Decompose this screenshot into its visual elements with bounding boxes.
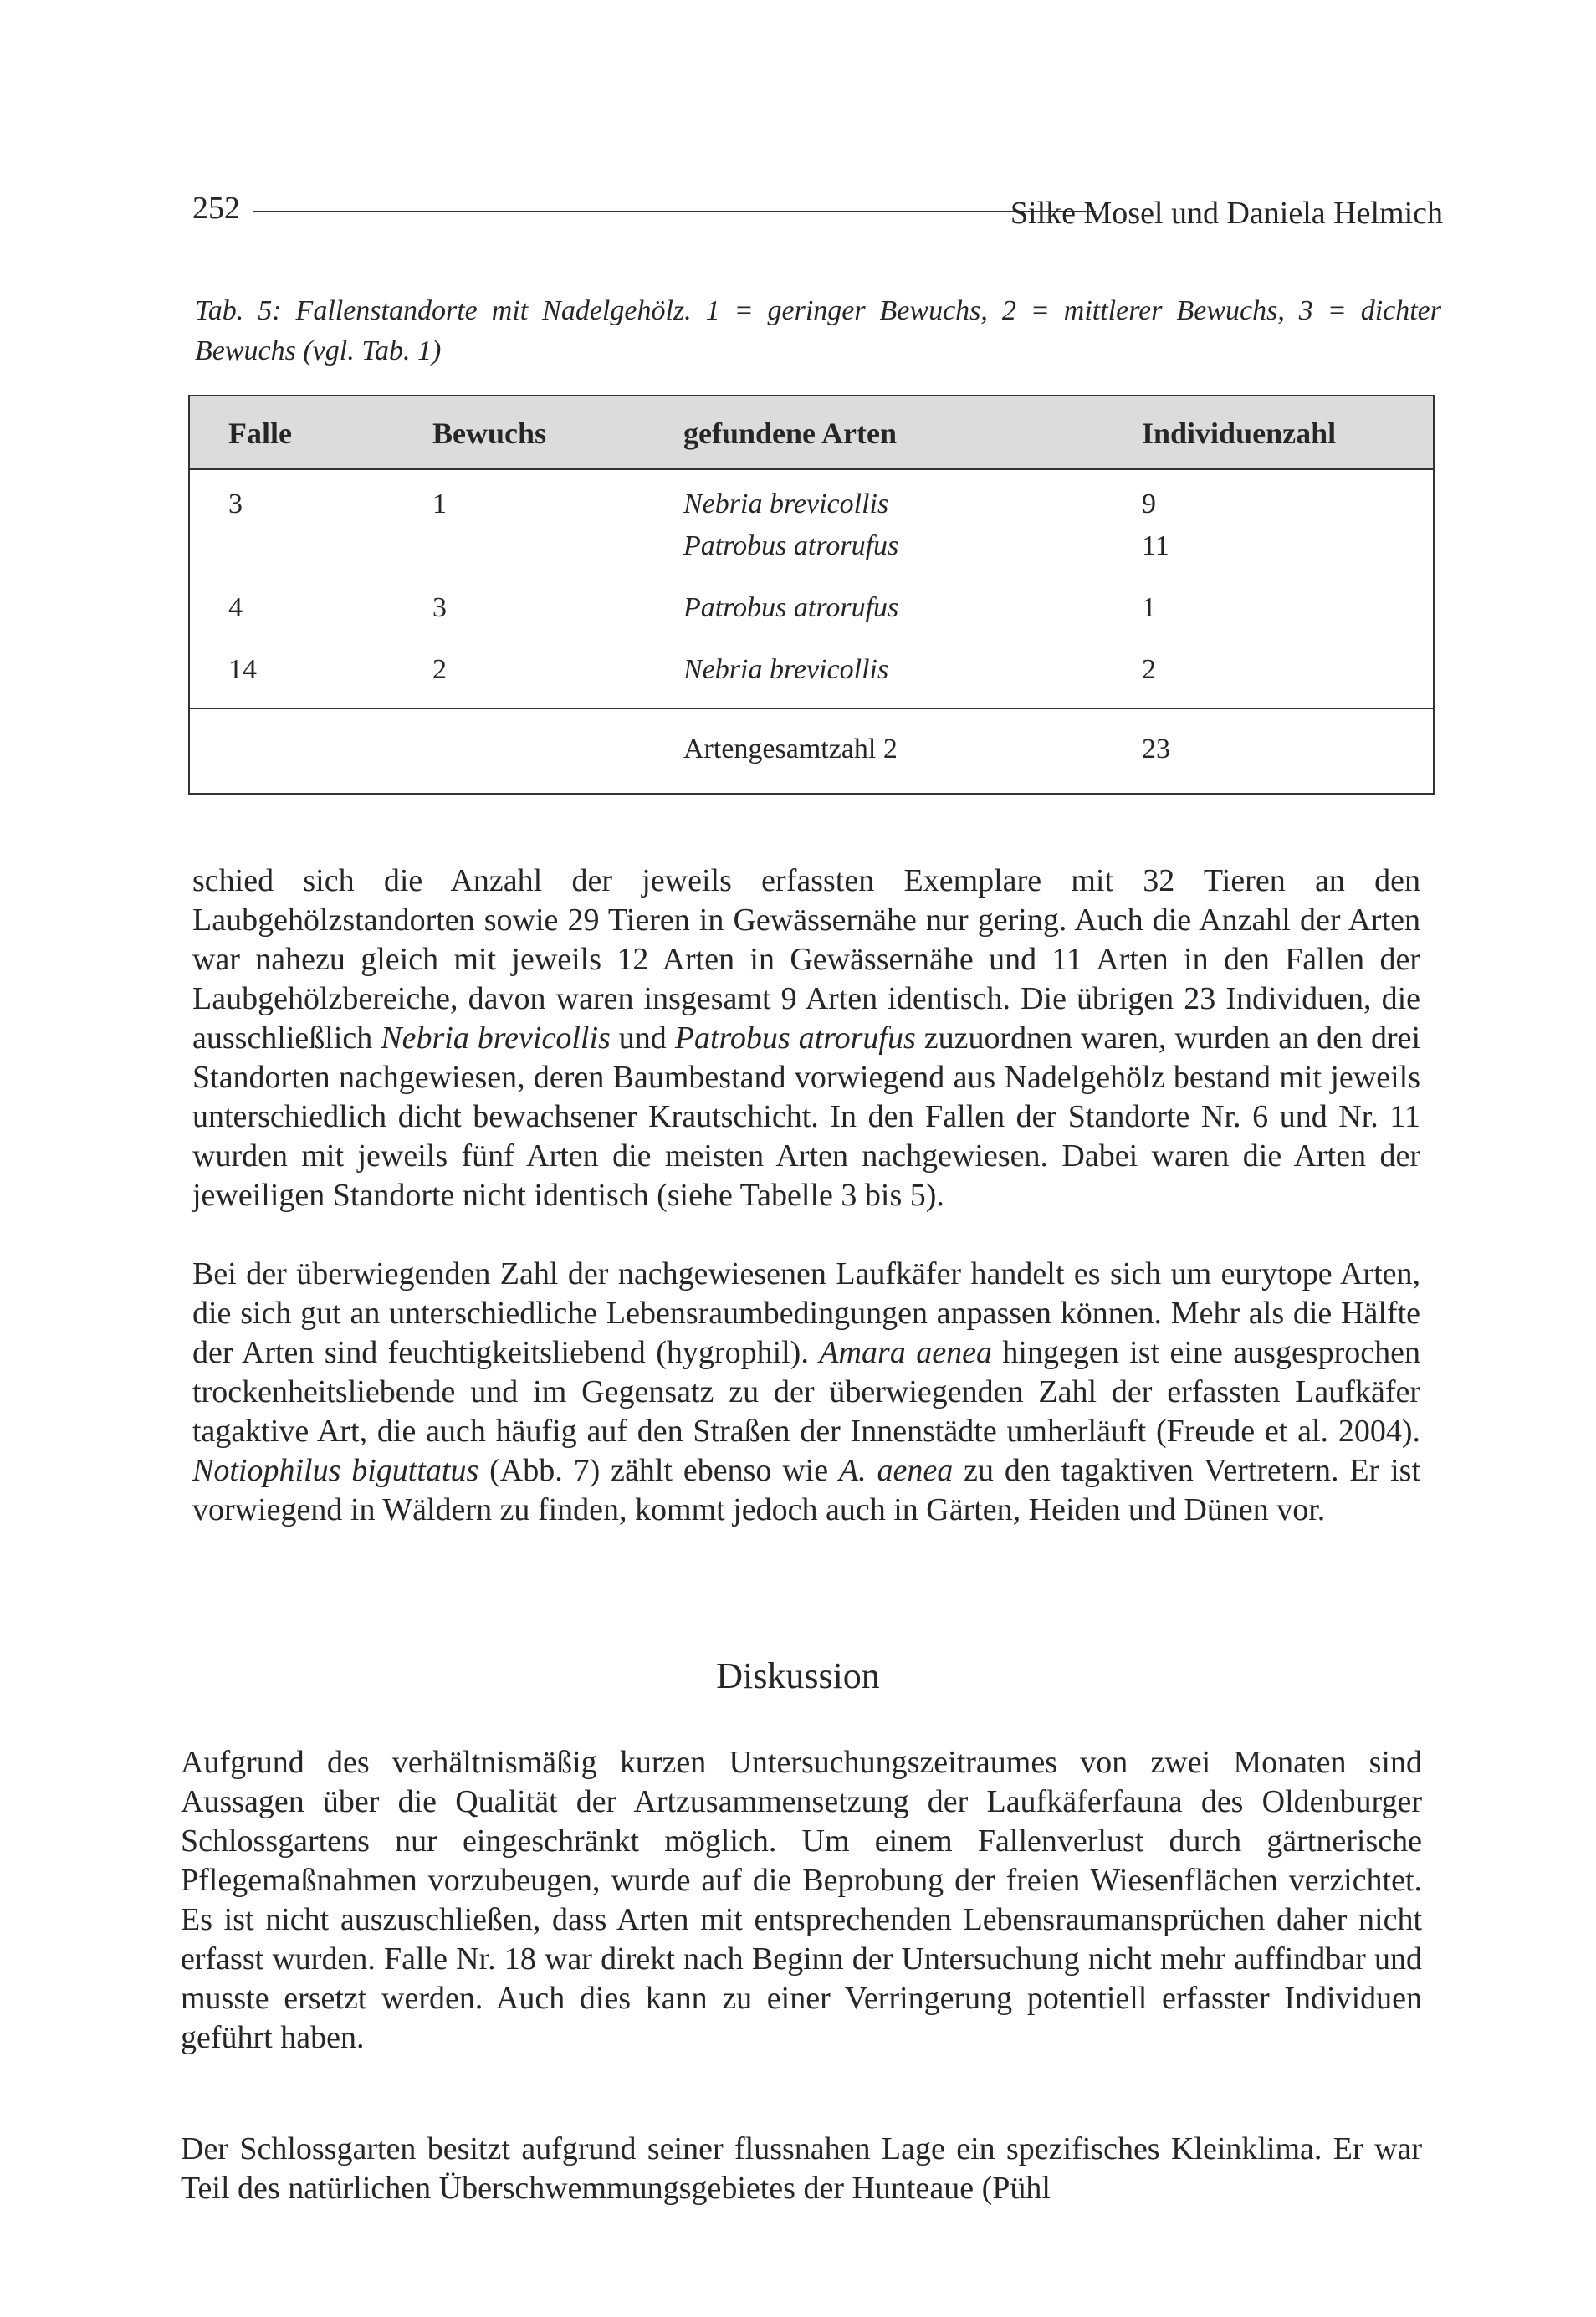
- cell-art: Patrobus atrorufus: [683, 530, 899, 561]
- column-header-individuenzahl: Individuenzahl: [1142, 417, 1337, 450]
- text-run: hingegen ist eine ausgesprochen trockenheitsliebende und im Gegensatz zu der überwiegenden Zahl der erfassten Laufkäfer tagaktive Art, die auch häufig auf den Straßen der Innenstädte umherläuft (Freude et al. 2004).: [192, 1335, 1420, 1449]
- table-caption: Tab. 5: Fallenstandorte mit Nadelgehölz. 1 = geringer Bewuchs, 2 = mittlerer Bewuchs, 3 = dichter Bewuchs (vgl. Tab. 1): [195, 295, 1441, 366]
- table-row: [190, 587, 1433, 629]
- species-name: Patrobus atrorufus: [674, 1020, 916, 1056]
- total-label: Artengesamtzahl 2: [683, 734, 898, 765]
- page-number: 252: [192, 191, 240, 226]
- table-total-divider: [190, 708, 1433, 709]
- text-run: zuzuordnen waren, wurden an den drei Standorten nachgewiesen, deren Baumbestand vorwiegend aus Nadelgehölz bestand mit jeweils unterschiedlich dicht bewachsener Krautschicht. In den Fallen der Standorte Nr. 6 und Nr. 11 wurden mit jeweils fünf Arten die meisten Arten nachgewiesen. Dabei waren die Arten der jeweiligen Standorte nicht identisch (siehe Tabelle 3 bis 5).: [192, 1020, 1421, 1213]
- table-header-row: [190, 396, 1433, 470]
- text-run: und: [610, 1020, 675, 1056]
- cell-bewuchs: 1: [432, 488, 447, 519]
- body-paragraph-2: [192, 1255, 1420, 1530]
- text-run: Bei der überwiegenden Zahl der nachgewiesenen Laufkäfer handelt es sich um eurytope Arten, die sich gut an unterschiedliche Lebensraumbedingungen anpassen können. Mehr als die Hälfte der Arten sind feuchtigkeitsliebend (hygrophil).: [192, 1256, 1420, 1370]
- species-name: Notiophilus biguttatus: [192, 1453, 479, 1488]
- data-table: [188, 395, 1435, 795]
- table-row: [190, 483, 1433, 525]
- cell-individuen: 2: [1142, 654, 1156, 685]
- species-name: A. aenea: [838, 1453, 954, 1488]
- cell-falle: 3: [228, 488, 243, 519]
- cell-art: Patrobus atrorufus: [683, 592, 899, 623]
- table-row: [190, 525, 1433, 567]
- header-rule: [253, 211, 1096, 212]
- table-total-row: [190, 724, 1433, 775]
- body-paragraph-3: Aufgrund des verhältnismäßig kurzen Untersuchungszeitraumes von zwei Monaten sind Aussagen über die Qualität der Artzusammensetzung der Laufkäferfauna des Oldenburger Schlossgartens nur eingeschränkt möglich. Um einem Fallenverlust durch gärtnerische Pflegemaßnahmen vorzubeugen, wurde auf die Beprobung der freien Wiesenflächen verzichtet. Es ist nicht auszuschließen, dass Arten mit entsprechenden Lebensraumansprüchen daher nicht erfasst wurden. Falle Nr. 18 war direkt nach Beginn der Untersuchung nicht mehr auffindbar und musste ersetzt werden. Auch dies kann zu einer Verringerung potentiell erfasster Individuen geführt haben.: [181, 1745, 1422, 2055]
- cell-art: Nebria brevicollis: [683, 488, 889, 519]
- running-header: [192, 189, 1443, 239]
- cell-individuen: 11: [1142, 530, 1169, 561]
- body-paragraph-1: [192, 862, 1420, 1215]
- species-name: Nebria brevicollis: [381, 1020, 611, 1056]
- cell-falle: 4: [228, 592, 243, 623]
- cell-art: Nebria brevicollis: [683, 654, 889, 685]
- cell-falle: 14: [228, 654, 257, 685]
- text-run: zu den tagaktiven Vertretern. Er ist vorwiegend in Wäldern zu finden, kommt jedoch auch in Gärten, Heiden und Dünen vor.: [192, 1453, 1421, 1527]
- column-header-arten: gefundene Arten: [683, 417, 897, 450]
- cell-individuen: 9: [1142, 488, 1156, 519]
- text-run: (Abb. 7) zählt ebenso wie: [478, 1453, 839, 1488]
- total-value: 23: [1142, 734, 1170, 765]
- body-paragraph-4: Der Schlossgarten besitzt aufgrund seiner flussnahen Lage ein spezifisches Kleinklima. Er war Teil des natürlichen Überschwemmungsgebietes der Hunteaue (Pühl: [181, 2131, 1422, 2206]
- table-row: [190, 649, 1433, 691]
- column-header-falle: Falle: [228, 417, 292, 450]
- section-heading: Diskussion: [716, 1655, 880, 1696]
- cell-bewuchs: 3: [432, 592, 447, 623]
- text-run: schied sich die Anzahl der jeweils erfassten Exemplare mit 32 Tieren an den Laubgehölzstandorten sowie 29 Tieren in Gewässernähe nur gering. Auch die Anzahl der Arten war nahezu gleich mit jeweils 12 Arten in Gewässernähe und 11 Arten in den Fallen der Laubgehölzbereiche, davon waren insgesamt 9 Arten identisch. Die übrigen 23 Individuen, die ausschließlich: [192, 863, 1420, 1056]
- species-name: Amara aenea: [819, 1335, 992, 1370]
- header-authors: Silke Mosel und Daniela Helmich: [1010, 196, 1443, 231]
- cell-individuen: 1: [1142, 592, 1156, 623]
- column-header-bewuchs: Bewuchs: [432, 417, 547, 450]
- cell-bewuchs: 2: [432, 654, 447, 685]
